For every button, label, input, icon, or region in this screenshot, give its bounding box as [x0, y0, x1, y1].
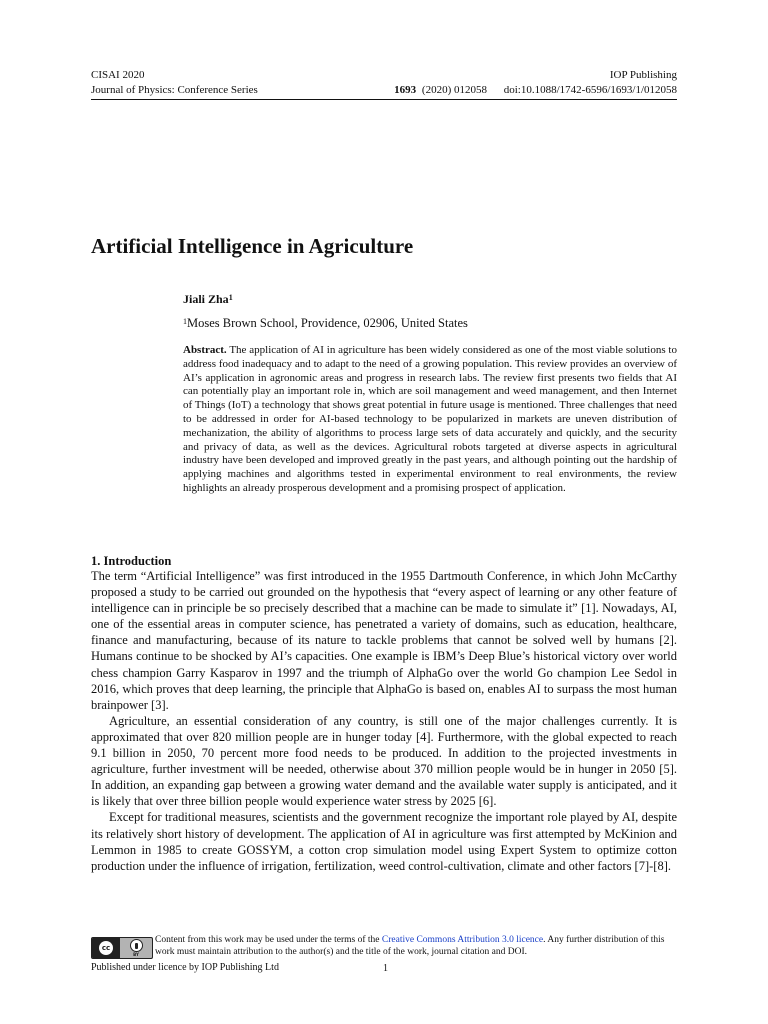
cc-by-license-badge[interactable] — [91, 937, 153, 959]
license-block — [91, 935, 677, 959]
doi-text[interactable]: doi:10.1088/1742-6596/1693/1/012058 — [503, 84, 677, 96]
section-heading: 1. Introduction — [91, 554, 172, 568]
attribution-person-icon — [130, 939, 143, 952]
volume-number: 1693 — [394, 84, 417, 96]
license-link[interactable]: Creative Commons Attribution 3.0 licence — [381, 935, 544, 945]
running-header-top — [91, 69, 677, 82]
author-name: Jiali Zha — [183, 292, 229, 306]
license-text-before: Content from this work may be used under the terms of the — [155, 935, 382, 945]
publisher-name: IOP Publishing — [609, 69, 677, 81]
citation-info — [394, 84, 677, 97]
abstract-label: Abstract. — [183, 344, 227, 356]
body-paragraph: Agriculture, an essential consideration of any country, is still one of the major challenges currently. It is approximated that over 820 million people are in hunger today [4]. Furthermore, with the global expected to reach 9.1 billion in 2050, 70 percent more food needs to be produced. In addition to the projected investments in agriculture, further investment will be needed, otherwise about 370 million people would be in hunger in 2050 [5]. In addition, an expanding gap between a growing water demand and the available water supply is anticipated, and it is likely that over three billion people would experience water stress by 2025 [6]. — [91, 713, 677, 809]
conference-name: CISAI 2020 — [91, 69, 145, 81]
person-glyph — [135, 943, 138, 949]
paper-title: Artificial Intelligence in Agriculture — [91, 234, 414, 258]
affiliation-superscript: 1 — [183, 317, 187, 326]
body-paragraph: The term “Artificial Intelligence” was first introduced in the 1955 Dartmouth Conference, in which John McCarthy proposed a study to be carried out grounded on the hypothesis that “every aspect of learning or any other feature of intelligence can in principle be so precisely described that a machine can be made to simulate it” [1]. Nowadays, AI, one of the essential areas in computer science, has penetrated a variety of domains, such as education, healthcare, finance and manufacturing, because of its nature to tackle problems that cannot be solved well by humans [2]. Humans continue to be shocked by AI’s capacities. One example is IBM’s Deep Blue’s historical victory over world chess champion Garry Kasparov in 1997 and the triumph of AlphaGo over the world Go champion Lee Sedol in 2016, which proves that deep learning, the principle that AlphaGo is based on, enables AI to surpass the most human brainpower [3]. — [91, 569, 677, 712]
author-line — [183, 292, 233, 306]
section-body — [91, 568, 677, 874]
attribution-area — [120, 939, 152, 957]
header-rule — [91, 99, 677, 100]
publisher-footer: Published under licence by IOP Publishing Ltd — [91, 962, 279, 973]
affiliation-text: Moses Brown School, Providence, 02906, United States — [187, 316, 468, 330]
running-header-bottom — [91, 84, 677, 97]
creative-commons-icon: cc — [99, 941, 113, 955]
page-number: 1 — [383, 963, 388, 974]
license-text-after: . Any further distribution of this work must maintain attribution to the author(s) and the title of the work, journal citation and DOI. — [155, 935, 665, 957]
body-paragraph: Except for traditional measures, scientists and the government recognize the important role played by AI, despite its relatively short history of development. The application of AI in agriculture was first attempted by McKinion and Lemmon in 1985 to create GOSSYM, a cotton crop simulation model using Expert System to optimize cotton production under the influence of irrigation, fertilization, weed control-cultivation, climate and other factors [7]-[8]. — [91, 810, 677, 873]
issue-info: (2020) 012058 — [421, 84, 487, 96]
author-superscript: 1 — [228, 293, 233, 302]
journal-name: Journal of Physics: Conference Series — [91, 84, 258, 96]
abstract-text: The application of AI in agriculture has been widely considered as one of the most viable solutions to address food inadequacy and to adapt to the need of a growing population. This review provides an overview of AI’s application in agronomic areas and progress in research labs. The review first presents two fields that AI can potentially play an important role in, which are soil management and weed management, and then Internet of Things (IoT) a technology that shows great potential in future usage is mentioned. Three challenges that need to be addressed in order for AI-based technology to be popularized in markets are uneven distribution of mechanization, the ability of algorithms to process large sets of data accurately and quickly, and the security and privacy of data, as well as the devices. Agricultural robots targeted at diverse aspects in agricultural industry have been developed and improved greatly in the past years, and although pointing out the hardship of applying machines and algorithms tested in experimental environment to real environments, the review highlights an already prosperous development and a promising prospect of application. — [183, 344, 677, 494]
license-text — [155, 935, 677, 958]
by-label: BY — [133, 952, 139, 957]
cc-left-panel — [92, 938, 120, 958]
affiliation-line — [183, 315, 468, 331]
abstract — [183, 344, 677, 496]
